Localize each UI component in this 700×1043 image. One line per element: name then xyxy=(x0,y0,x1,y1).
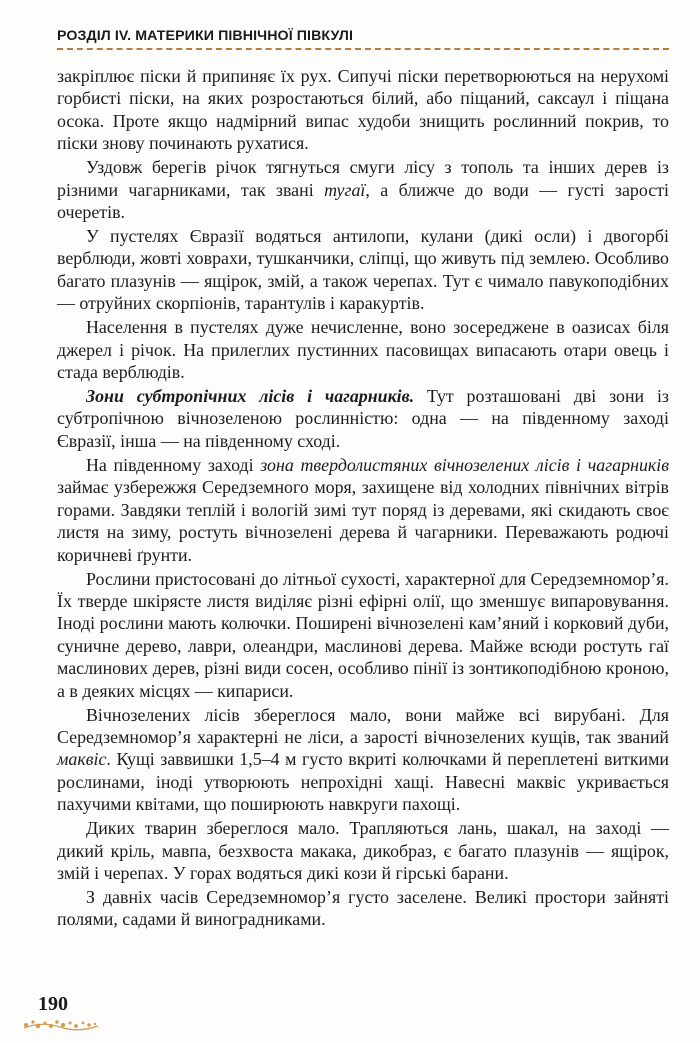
term: зона твердолистяних вічнозелених лісів і чагарників xyxy=(260,454,669,475)
text-run: На південному заході xyxy=(86,454,261,475)
text-run: Уздовж берегів річок тягнуться смуги лісу з тополь та інших дерев із різними чагарниками, так звані xyxy=(57,157,669,200)
paragraph xyxy=(57,817,669,884)
page-number: 190 xyxy=(38,993,68,1015)
text-run: Населення в пустелях дуже нечисленне, воно зосереджене в оазисах біля джерел і річок. На прилеглих пустинних пасовищах випасають отари овець і стада верблюдів. xyxy=(57,317,669,383)
paragraph xyxy=(57,454,669,566)
text-run: Диких тварин збереглося мало. Трапляються лань, шакал, на заході — дикий кріль, мавпа, безхвоста макака, дикобраз, є багато плазунів — ящірок, змій і черепах. У горах водяться дикі кози й гірські барани. xyxy=(57,818,669,883)
term: тугаї xyxy=(324,179,366,200)
ornament-icon xyxy=(22,1017,100,1031)
term: маквіс xyxy=(57,749,107,770)
paragraph xyxy=(57,385,669,452)
text-run: , а ближче до води — густі зарості очеретів. xyxy=(57,179,669,223)
section-title: РОЗДІЛ IV. МАТЕРИКИ ПІВНІЧНОЇ ПІВКУЛІ xyxy=(57,28,354,44)
paragraph xyxy=(57,704,669,816)
running-header xyxy=(57,28,669,50)
text-run: Тут розташовані дві зони із субтропічною вічнозеленою рослинністю: одна — на південному заході Євразії, інша — на південному сході. xyxy=(57,386,669,451)
text-run: З давніх часів Середземномор’я густо заселене. Великі простори зайняті полями, садами й виноградниками. xyxy=(57,886,669,930)
paragraph xyxy=(57,316,669,383)
paragraph xyxy=(57,225,669,315)
paragraph xyxy=(57,886,669,931)
header-divider xyxy=(57,48,669,50)
paragraph xyxy=(57,65,669,155)
paragraph xyxy=(57,568,669,702)
text-run: Вічнозелених лісів збереглося мало, вони майже всі вирубані. Для Середземномор’я характерні не ліси, а зарості вічнозелених кущів, так званий xyxy=(57,704,669,747)
text-run: У пустелях Євразії водяться антилопи, кулани (дикі осли) і двогорбі верблюди, жовті ховрахи, тушканчики, сліпці, що живуть під землею. Особливо багато плазунів — ящірок, змій, а також черепах. Тут є чимало павукоподібних — отруйних скорпіонів, тарантулів і каракуртів. xyxy=(57,226,669,314)
text-run: закріплює піски й припиняє їх рух. Сипучі піски перетворюються на нерухомі горбисті піски, на яких розростаються білий, або піщаний, саксаул і піщана осока. Проте якщо надмірний випас худоби знищить рослинний покрив, то піски знову починають рухатися. xyxy=(57,66,669,154)
text-run: . Кущі заввишки 1,5–4 м густо вкриті колючками й переплетені виткими рослинами, іноді утворюють непрохідні хащі. Навесні маквіс укривається пахучими квітами, що поширюють навкруги пахощі. xyxy=(57,749,669,815)
text-run: Рослини пристосовані до літньої сухості, характерної для Середземномор’я. Їх тверде шкірясте листя виділяє різні ефірні олії, що зменшує випаровування. Іноді рослини мають колючки. Поширені вічнозелені кам’яний і корковий дуби, суничне дерево, лаври, олеандри, маслинові дерева. Майже всюди ростуть гаї маслинових дерев, різні види сосен, особливо пінії із зонтикоподібною кроною, а в деяких місцях — кипариси. xyxy=(57,568,669,701)
body-text xyxy=(57,65,669,932)
paragraph-heading: Зони субтропічних лісів і чагарників. xyxy=(86,386,415,407)
text-run: займає узбережжя Середземного моря, захищене від холодних північних вітрів горами. Завдяки теплій і вологій зимі тут поряд із деревами, які скидають своє листя на зиму, ростуть вічнозелені дерева й чагарники. Переважають родючі коричневі ґрунти. xyxy=(57,477,669,565)
paragraph xyxy=(57,156,669,223)
page-footer xyxy=(22,993,132,1033)
